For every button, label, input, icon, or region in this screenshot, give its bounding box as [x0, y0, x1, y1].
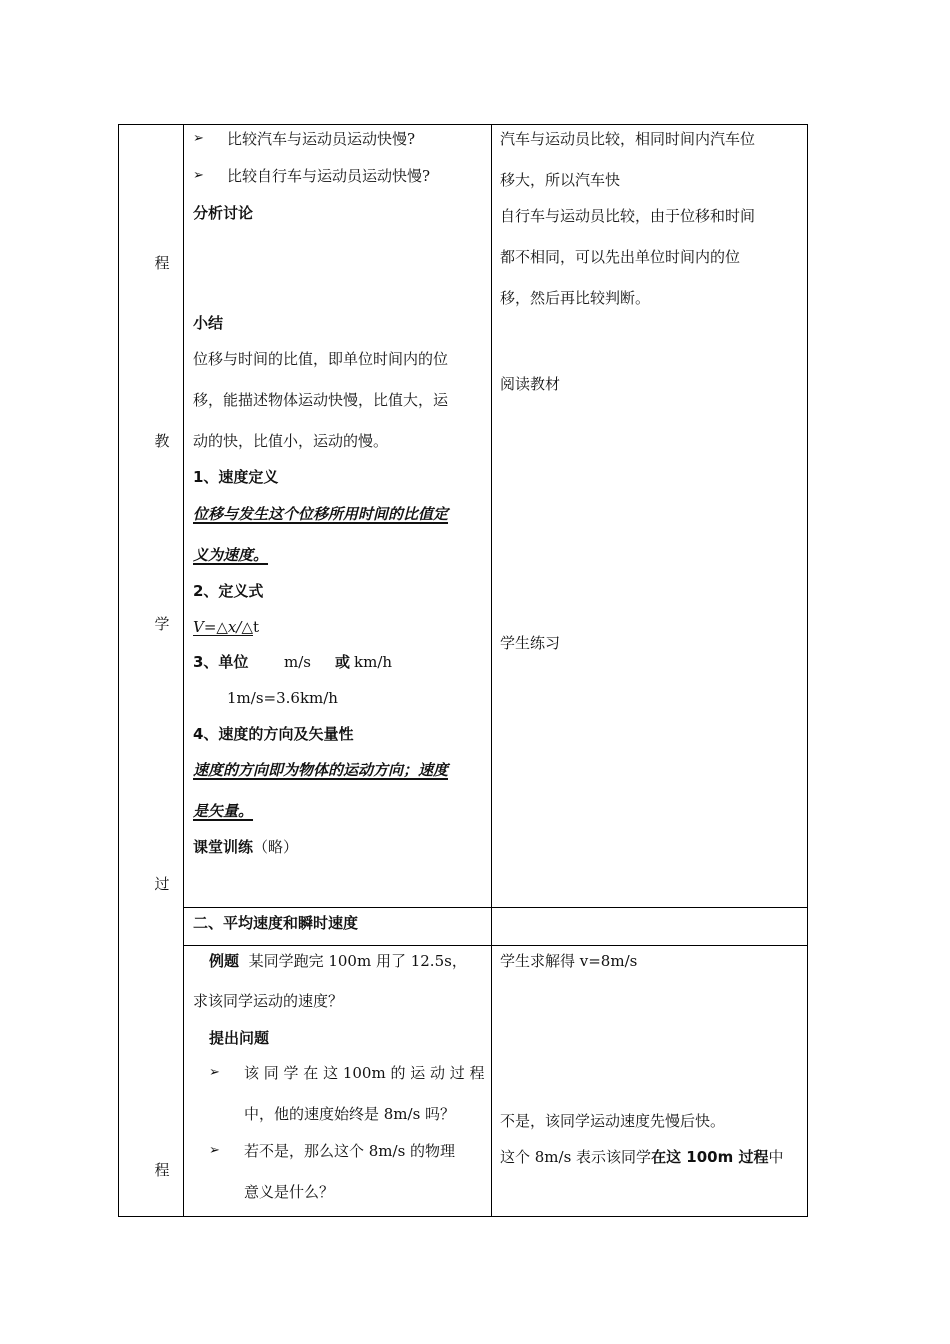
student-practice: 学生练习 — [500, 634, 561, 652]
practice-note: （略） — [253, 838, 299, 856]
answer-bike-line-2: 都不相同，可以先出单位时间内的位 — [500, 248, 741, 266]
answer-bike-line-1: 自行车与运动员比较，由于位移和时间 — [500, 207, 756, 225]
bullet-arrow-icon: ➢ — [209, 1143, 220, 1158]
formula — [193, 618, 259, 636]
formula-main: V=△x/△ — [193, 618, 253, 636]
summary-line-3: 动的快，比值小，运动的慢。 — [193, 432, 389, 450]
section-2-heading: 二、平均速度和瞬时速度 — [193, 914, 359, 932]
student-solution: 学生求解得 v=8m/s — [500, 952, 638, 970]
ask-heading: 提出问题 — [209, 1029, 270, 1047]
row-divider-2 — [183, 945, 808, 946]
side-label-3: 学 — [154, 615, 170, 633]
bullet-arrow-icon: ➢ — [193, 168, 204, 183]
answer-bike-line-3: 移，然后再比较判断。 — [500, 289, 651, 307]
definition-line-1: 位移与发生这个位移所用时间的比值定 — [193, 505, 449, 523]
meaning-bold: 在这 100m 过程 — [651, 1148, 769, 1166]
direction-line-1: 速度的方向即为物体的运动方向；速度 — [193, 761, 449, 779]
summary-line-1: 位移与时间的比值，即单位时间内的位 — [193, 350, 449, 368]
summary-heading: 小结 — [193, 314, 224, 332]
formula-tail: t — [253, 618, 260, 636]
side-label-4: 过 — [154, 875, 170, 893]
unit-ms: m/s — [284, 653, 311, 671]
answer-car-line-1: 汽车与运动员比较，相同时间内汽车位 — [500, 130, 756, 148]
meaning-post: 中 — [768, 1148, 784, 1166]
meaning-answer — [500, 1148, 783, 1166]
definition-heading: 1、速度定义 — [193, 468, 279, 486]
unit-kmh: km/h — [354, 653, 393, 671]
not-constant-answer: 不是，该同学运动速度先慢后快。 — [500, 1112, 726, 1130]
direction-line-2: 是矢量。 — [193, 802, 254, 820]
side-label-2: 教 — [154, 432, 170, 450]
formula-heading: 2、定义式 — [193, 582, 264, 600]
practice-heading: 课堂训练 — [193, 838, 254, 856]
question-bike: 比较自行车与运动员运动快慢? — [227, 167, 431, 185]
summary-line-2: 移，能描述物体运动快慢，比值大，运 — [193, 391, 449, 409]
unit-or: 或 — [335, 653, 351, 671]
bullet-arrow-icon: ➢ — [209, 1065, 220, 1080]
ask-1-line-1: 该 同 学 在 这 100m 的 运 动 过 程 — [244, 1064, 485, 1082]
definition-line-2: 义为速度。 — [193, 546, 269, 564]
ask-2-line-1: 若不是，那么这个 8m/s 的物理 — [244, 1142, 456, 1160]
example-line-1 — [209, 952, 467, 970]
meaning-pre: 这个 8m/s 表示该同学 — [500, 1148, 652, 1166]
side-label-1: 程 — [154, 254, 170, 272]
example-text: 某同学跑完 100m 用了 12.5s， — [248, 952, 467, 970]
row-divider-1 — [183, 907, 808, 908]
unit-heading: 3、单位 — [193, 653, 249, 671]
question-car: 比较汽车与运动员运动快慢? — [227, 130, 416, 148]
analysis-heading: 分析讨论 — [193, 204, 254, 222]
column-divider-2 — [491, 124, 492, 1217]
side-label-5: 程 — [154, 1161, 170, 1179]
practice-line — [193, 838, 298, 856]
answer-car-line-2: 移大，所以汽车快 — [500, 171, 621, 189]
ask-1-line-2: 中，他的速度始终是 8m/s 吗？ — [244, 1105, 456, 1123]
ask-2-line-2: 意义是什么？ — [244, 1183, 335, 1201]
direction-heading: 4、速度的方向及矢量性 — [193, 725, 354, 743]
column-divider-1 — [183, 124, 184, 1217]
read-textbook: 阅读教材 — [500, 375, 561, 393]
example-line-2: 求该同学运动的速度？ — [193, 992, 344, 1010]
bullet-arrow-icon: ➢ — [193, 131, 204, 146]
unit-conversion: 1m/s=3.6km/h — [227, 689, 338, 707]
example-label: 例题 — [209, 952, 240, 970]
